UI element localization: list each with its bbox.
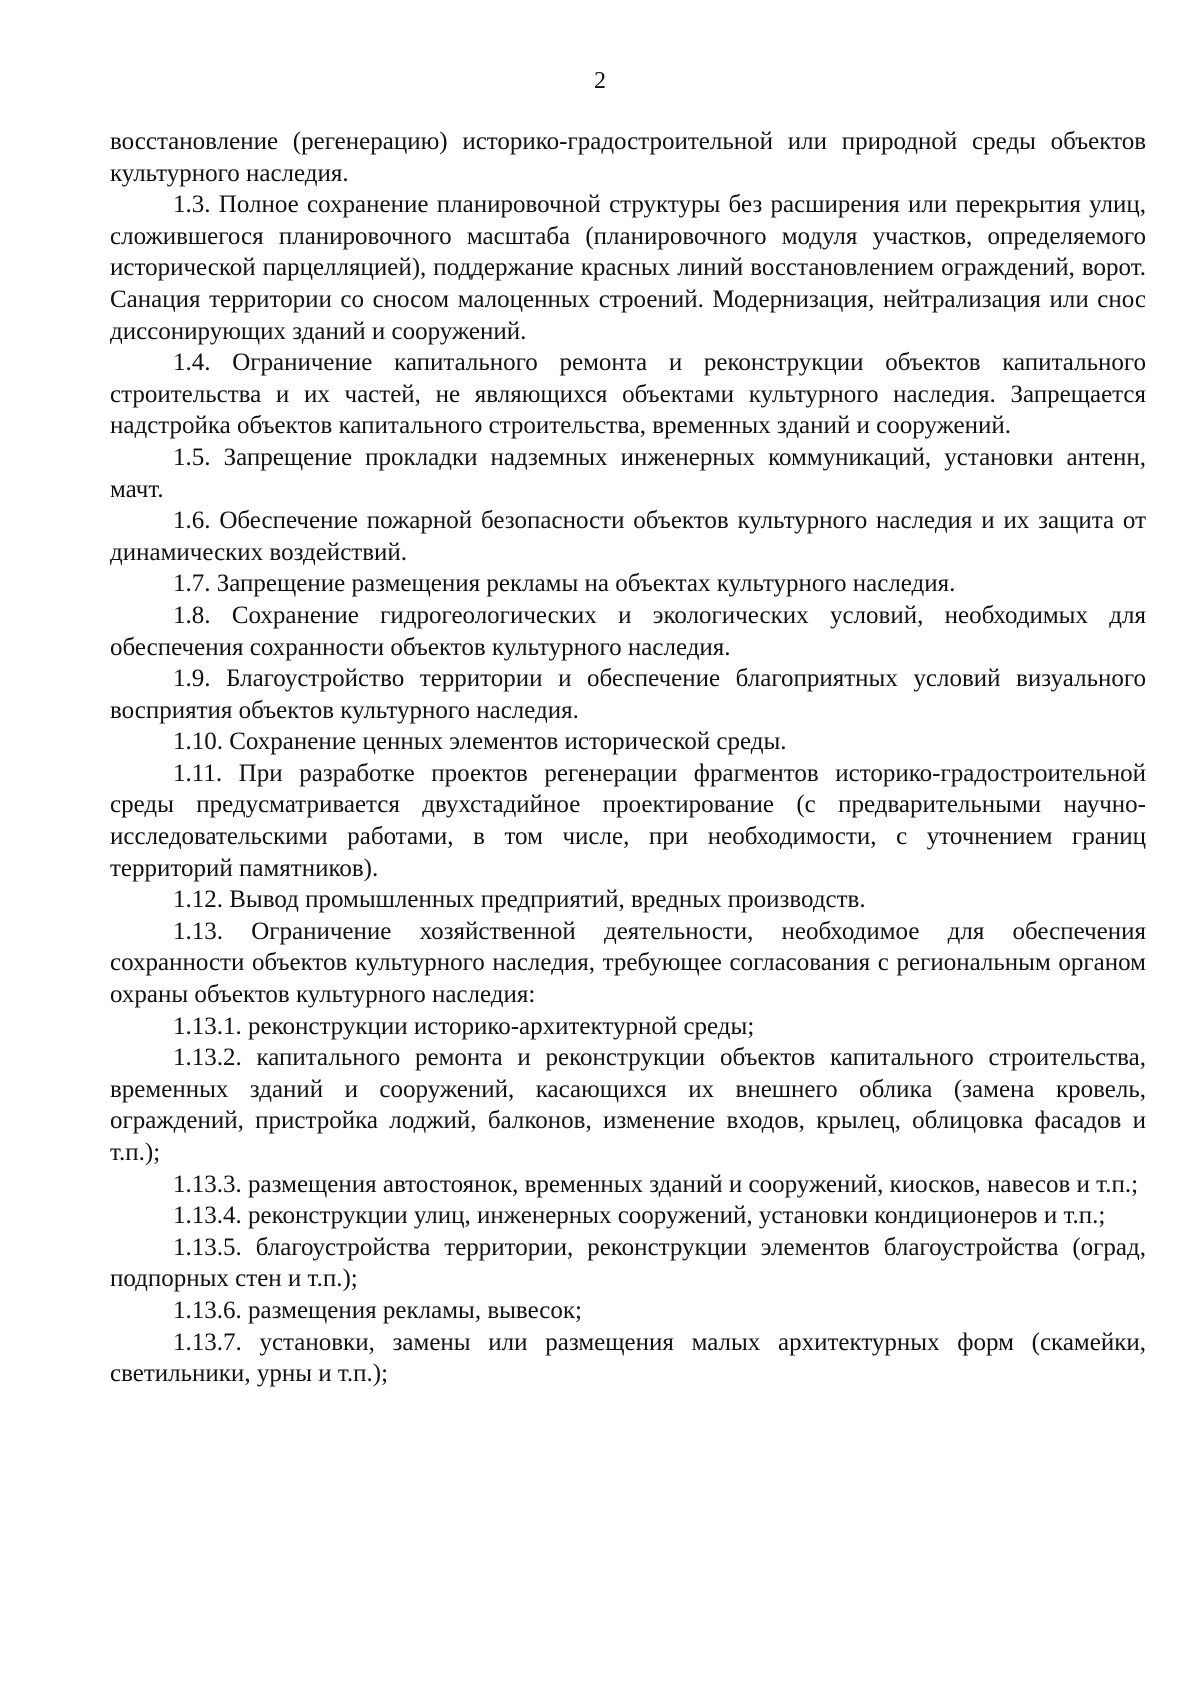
paragraph-continuation: восстановление (регенерацию) историко-градостроительной или природной среды объектов культурного наследия. (110, 128, 1146, 187)
paragraph-1-13-7: 1.13.7. установки, замены или размещения малых архитектурных форм (скамейки, светильники, урны и т.п.); (110, 1328, 1146, 1388)
paragraph-1-13: 1.13. Ограничение хозяйственной деятельности, необходимое для обеспечения сохранности объектов культурного наследия, требующее согласования с региональным органом охраны объектов культурного наследия: (110, 917, 1146, 1009)
paragraph-1-13-1: 1.13.1. реконструкции историко-архитектурной среды; (173, 1012, 755, 1040)
paragraph-1-5: 1.5. Запрещение прокладки надземных инженерных коммуникаций, установки антенн, мачт. (110, 443, 1146, 503)
paragraph-1-13-4: 1.13.4. реконструкции улиц, инженерных сооружений, установки кондиционеров и т.п.; (173, 1202, 1106, 1230)
paragraph-1-10: 1.10. Сохранение ценных элементов исторической среды. (173, 728, 787, 756)
paragraph-1-7: 1.7. Запрещение размещения рекламы на объектах культурного наследия. (173, 570, 956, 598)
paragraph-1-6: 1.6. Обеспечение пожарной безопасности объектов культурного наследия и их защита от динамических воздействий. (110, 507, 1146, 566)
paragraph-1-3: 1.3. Полное сохранение планировочной структуры без расширения или перекрытия улиц, сложившегося планировочного масштаба (планировочного модуля участков, определяемого исторической парцелляцией), поддержание красных линий восстановлением ограждений, ворот. Санация территории со сносом малоценных строений. Модернизация, нейтрализация или снос диссонирующих зданий и сооружений. (110, 191, 1146, 345)
paragraph-1-11: 1.11. При разработке проектов регенерации фрагментов историко-градостроительной среды предусматривается двухстадийное проектирование (с предварительными научно-исследовательскими работами, в том числе, при необходимости, с уточнением границ территорий памятников). (110, 759, 1146, 882)
paragraph-1-13-5: 1.13.5. благоустройства территории, реконструкции элементов благоустройства (оград, подпорных стен и т.п.); (110, 1233, 1146, 1293)
paragraph-1-13-3: 1.13.3. размещения автостоянок, временных зданий и сооружений, киосков, навесов и т.п.; (173, 1170, 1139, 1198)
paragraph-1-12: 1.12. Вывод промышленных предприятий, вредных производств. (173, 886, 866, 914)
paragraph-1-13-6: 1.13.6. размещения рекламы, вывесок; (173, 1296, 582, 1324)
paragraph-1-8: 1.8. Сохранение гидрогеологических и экологических условий, необходимых для обеспечения сохранности объектов культурного наследия. (110, 601, 1146, 661)
page-number: 2 (594, 68, 606, 94)
paragraph-1-4: 1.4. Ограничение капитального ремонта и реконструкции объектов капитального строительства и их частей, не являющихся объектами культурного наследия. Запрещается надстройка объектов капитального строительства, временных зданий и сооружений. (110, 349, 1146, 440)
paragraph-1-9: 1.9. Благоустройство территории и обеспечение благоприятных условий визуального восприятия объектов культурного наследия. (110, 665, 1146, 724)
document-body (110, 126, 1146, 1390)
paragraph-1-13-2: 1.13.2. капитального ремонта и реконструкции объектов капитального строительства, временных зданий и сооружений, касающихся их внешнего облика (замена кровель, ограждений, пристройка лоджий, балконов, изменение входов, крылец, облицовка фасадов и т.п.); (110, 1044, 1146, 1166)
